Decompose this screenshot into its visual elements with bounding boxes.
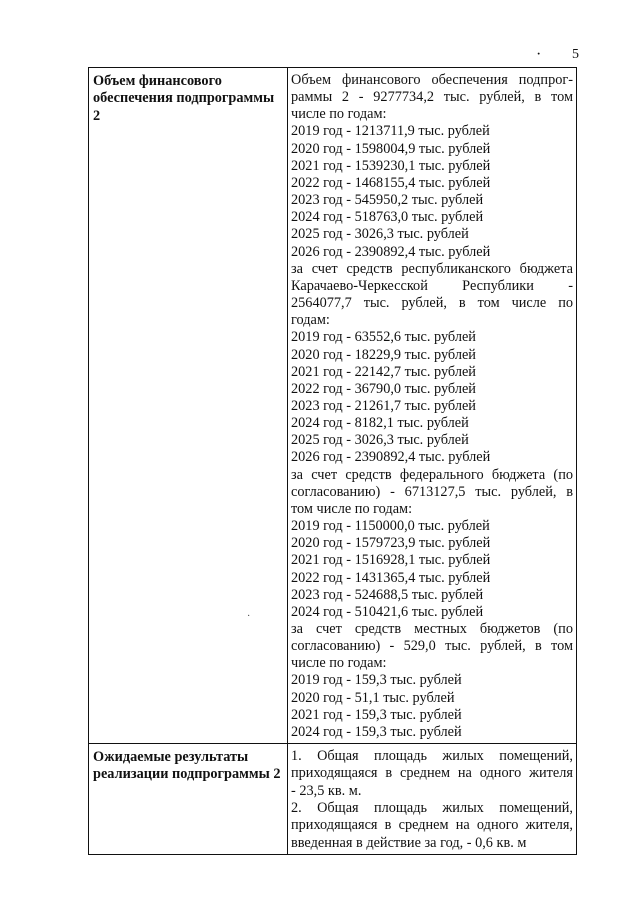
- text-line: 2019 год - 63552,6 тыс. рублей: [291, 329, 476, 346]
- text-line: 2021 год - 159,3 тыс. рублей: [291, 706, 462, 723]
- text-line: 2024 год - 510421,6 тыс. рублей: [291, 603, 484, 620]
- text-line: за счет средств местных бюджетов (по: [291, 621, 573, 637]
- text-line: приходящаяся в среднем на одного жителя,: [291, 817, 573, 834]
- text-line: 2024 год - 518763,0 тыс. рублей: [291, 209, 484, 226]
- table-row-financing: [89, 68, 577, 744]
- text-line: введенная в действие за год, - 0,6 кв. м: [291, 834, 527, 851]
- text-line: согласованию) - 6713127,5 тыс. рублей, в: [291, 483, 573, 500]
- text-line: 2020 год - 1579723,9 тыс. рублей: [291, 535, 491, 552]
- page-number: 5: [572, 47, 579, 62]
- text-line: 2019 год - 1213711,9 тыс. рублей: [291, 123, 490, 140]
- text-line: числе по годам:: [291, 655, 387, 672]
- stray-mark: ·: [247, 611, 251, 622]
- row-value-cell: [288, 744, 577, 855]
- text-line: 2022 год - 1468155,4 тыс. рублей: [291, 174, 491, 191]
- table-row-expected-results: [89, 744, 577, 855]
- text-line: 2. Общая площадь жилых помещений,: [291, 799, 573, 816]
- row-label-expected-results: Ожидаемые результаты реализации подпрограммы 2: [93, 749, 281, 783]
- text-line: 2023 год - 21261,7 тыс. рублей: [291, 397, 476, 414]
- text-line: 2022 год - 1431365,4 тыс. рублей: [291, 569, 491, 586]
- text-line: 2020 год - 51,1 тыс. рублей: [291, 689, 455, 706]
- text-line: 2022 год - 36790,0 тыс. рублей: [291, 380, 476, 397]
- text-line: 2020 год - 1598004,9 тыс. рублей: [291, 140, 491, 157]
- text-line: годам:: [291, 312, 330, 329]
- text-line: 2024 год - 159,3 тыс. рублей: [291, 723, 462, 740]
- text-line: Карачаево-Черкесской Республики -: [291, 277, 573, 294]
- text-line: 2021 год - 22142,7 тыс. рублей: [291, 363, 476, 380]
- text-line: 2026 год - 2390892,4 тыс. рублей: [291, 449, 491, 466]
- text-line: - 23,5 кв. м.: [291, 782, 362, 799]
- text-line: согласованию) - 529,0 тыс. рублей, в том: [291, 638, 573, 655]
- text-line: 2564077,7 тыс. рублей, в том числе по: [291, 295, 573, 312]
- text-line: за счет средств республиканского бюджета: [291, 260, 573, 277]
- row-label-cell: [89, 68, 288, 744]
- subprogram-passport-table: [88, 67, 577, 855]
- text-line: 2019 год - 159,3 тыс. рублей: [291, 672, 462, 689]
- text-line: 2025 год - 3026,3 тыс. рублей: [291, 432, 469, 449]
- text-line: 2019 год - 1150000,0 тыс. рублей: [291, 518, 490, 535]
- text-line: 2025 год - 3026,3 тыс. рублей: [291, 226, 469, 243]
- text-line: том числе по годам:: [291, 500, 413, 517]
- text-line: за счет средств федерального бюджета (по: [291, 466, 573, 483]
- text-line: 2020 год - 18229,9 тыс. рублей: [291, 346, 476, 363]
- text-line: приходящаяся в среднем на одного жителя: [291, 765, 573, 782]
- text-line: 2021 год - 1516928,1 тыс. рублей: [291, 552, 491, 569]
- page-mark: ·: [536, 46, 542, 63]
- text-line: числе по годам:: [291, 106, 387, 123]
- text-line: Объем финансового обеспечения подпрог-: [291, 72, 573, 88]
- text-line: 2023 год - 545950,2 тыс. рублей: [291, 192, 484, 209]
- row-label-cell: [89, 744, 288, 855]
- text-line: 2024 год - 8182,1 тыс. рублей: [291, 415, 469, 432]
- text-line: 2021 год - 1539230,1 тыс. рублей: [291, 157, 491, 174]
- text-line: 2026 год - 2390892,4 тыс. рублей: [291, 243, 491, 260]
- text-line: раммы 2 - 9277734,2 тыс. рублей, в том: [291, 89, 573, 106]
- row-value-cell: [288, 68, 577, 744]
- text-line: 2023 год - 524688,5 тыс. рублей: [291, 586, 484, 603]
- text-line: 1. Общая площадь жилых помещений,: [291, 748, 573, 765]
- row-label-financing: Объем финансового обеспечения подпрограммы 2: [93, 73, 275, 124]
